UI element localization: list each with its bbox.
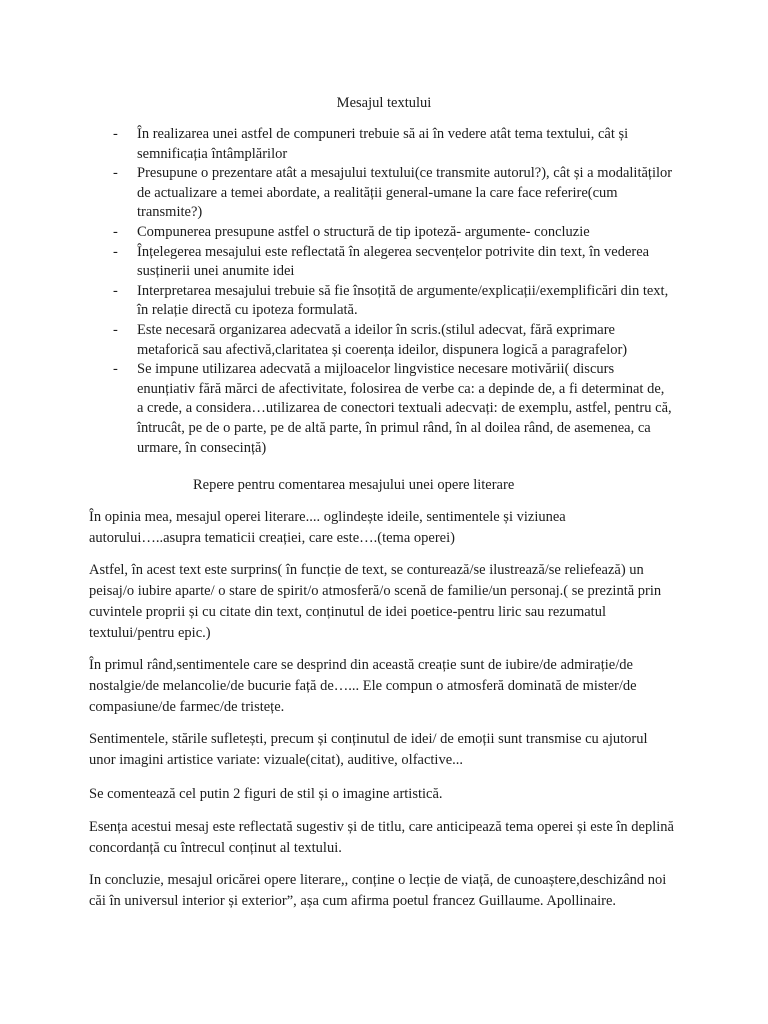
paragraph-figures: Se comentează cel putin 2 figuri de stil și o imagine artistică. [89,786,443,802]
document-title: Mesajul textului [336,95,432,111]
paragraph-opinion: În opinia mea, mesajul operei literare.... oglindește ideile, sentimentele și viziunea autorului…..asupra tematicii creației, care este….(tema operei) [89,509,566,546]
guideline-item [113,125,673,164]
guideline-text: Se impune utilizarea adecvată a mijloacelor lingvistice necesare motivării( discurs enunțiativ fără mărci de afectivitate, folosirea de verbe ca: a depinde de, a fi determinat de, a crede, a considera…utilizarea de conectori textuali adecvați: de exemplu, astfel, pentru că, întrucât, pe de o parte, pe de altă parte, în primul rând, în al doilea rând, de asemenea, ca urmare, în consecință) [137,361,672,456]
guideline-item [113,282,673,321]
paragraph-images: Sentimentele, stările sufletești, precum și conținutul de idei/ de emoții sunt transmise cu ajutorul unor imagini artistice variate: vizuale(citat), auditive, olfactive... [89,731,648,768]
paragraph-conclusion: In concluzie, mesajul oricărei opere literare,, conține o lecție de viață, de cunoaștere,deschizând noi căi în universul interior și exterior”, așa cum afirma poetul francez Guillaume. Apollinaire. [89,872,667,909]
guideline-text: Înțelegerea mesajului este reflectată în alegerea secvențelor potrivite din text, în vederea susținerii unei anumite idei [137,243,650,280]
guideline-text: În realizarea unei astfel de compuneri trebuie să ai în vedere atât tema textului, cât și semnificația întâmplărilor [137,126,629,162]
guideline-text: Presupune o prezentare atât a mesajului textului(ce transmite autorul?), cât și a modalităților de actualizare a temei abordate, a realității general-umane la care face referire(cum transmite?) [137,165,673,221]
guideline-item [113,164,673,223]
guideline-text: Compunerea presupune astfel o structură de tip ipoteză- argumente- concluzie [137,223,590,240]
guideline-text: Interpretarea mesajului trebuie să fie însoțită de argumente/explicații/exemplificări din text, în relație directă cu ipoteza formulată. [137,282,669,319]
paragraph-content: Astfel, în acest text este surprins( în funcție de text, se conturează/se ilustrează/se reliefează) un peisaj/o iubire aparte/ o stare de spirit/o atmosferă/o scenă de familie/un personaj.( se prezintă prin cuvintele proprii și cu citate din text, conținutul de idei poetice-pentru liric sau rezumatul textului/pentru epic.) [89,562,662,641]
paragraph-title-essence: Esența acestui mesaj este reflectată sugestiv și de titlu, care anticipează tema operei și este în deplină concordanță cu întrecul conținut al textului. [89,819,674,856]
dash-bullet: - [113,361,118,378]
dash-bullet: - [113,223,118,240]
guideline-item [113,223,673,243]
guidelines-list [113,125,673,458]
section-subtitle: Repere pentru comentarea mesajului unei opere literare [193,477,515,493]
guideline-item [113,243,673,282]
dash-bullet: - [113,282,118,299]
guideline-item [113,360,673,458]
guideline-text: Este necesară organizarea adecvată a ideilor în scris.(stilul adecvat, fără exprimare metaforică sau afectivă,claritatea și coerența ideilor, dispunera logică a paragrafelor) [137,321,628,358]
paragraph-feelings: În primul rând,sentimentele care se desprind din această creație sunt de iubire/de admirație/de nostalgie/de melancolie/de bucurie față de…... Ele compun o atmosferă dominată de mister/de compasiune/de farmec/de tristețe. [89,657,637,715]
dash-bullet: - [113,126,118,142]
dash-bullet: - [113,321,118,338]
dash-bullet: - [113,243,118,260]
guideline-item [113,321,673,360]
dash-bullet: - [113,165,118,182]
